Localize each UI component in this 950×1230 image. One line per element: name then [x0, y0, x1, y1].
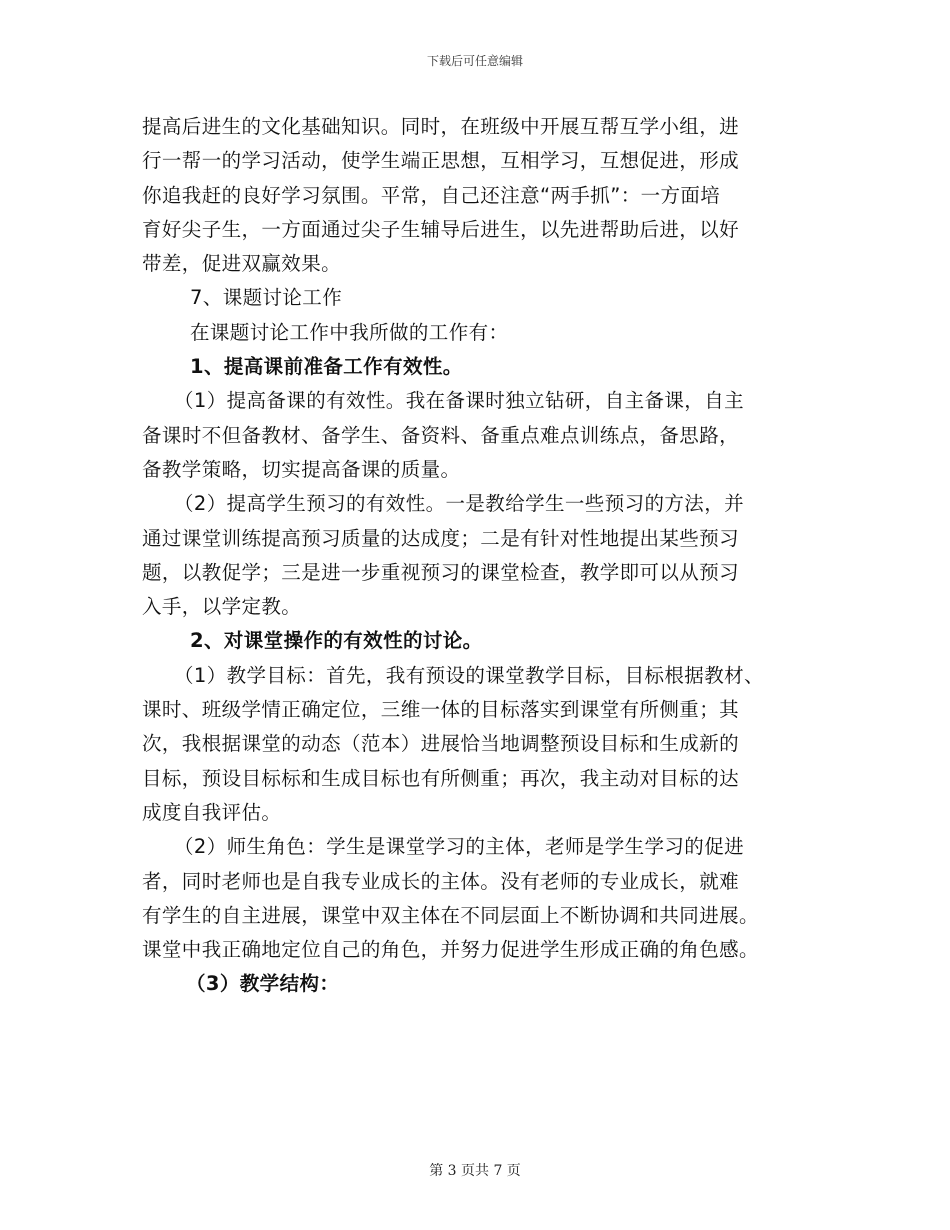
page-header: 下载后可任意编辑: [426, 54, 523, 68]
text-line: 有学生的自主进展，课堂中双主体在不同层面上不断协调和共同进展。: [142, 903, 759, 927]
text-line: 行一帮一的学习活动，使学生端正思想，互相学习，互想促进，形成: [142, 149, 740, 173]
text-line: （2）师生角色：学生是课堂学习的主体，老师是学生学习的促进: [174, 835, 745, 859]
text-line: 课时、班级学情正确定位，三维一体的目标落实到课堂有所侧重；其: [142, 698, 740, 722]
text-line: （1）提高备课的有效性。我在备课时独立钻研，自主备课，自主: [174, 389, 745, 413]
text-line: 题，以教促学；三是进一步重视预习的课堂检查，教学即可以从预习: [142, 560, 740, 584]
text-line: 备教学策略，切实提高备课的质量。: [142, 457, 461, 481]
text-line: 带差，促进双赢效果。: [142, 252, 342, 276]
text-line: 次，我根据课堂的动态（范本）进展恰当地调整预设目标和生成新的: [142, 732, 740, 756]
text-line: （3）教学结构：: [186, 972, 340, 996]
text-line: （2）提高学生预习的有效性。一是教给学生一些预习的方法，并: [174, 492, 745, 516]
text-line: 7、课题讨论工作: [190, 286, 343, 310]
text-line: 备课时不但备教材、备学生、备资料、备重点难点训练点，备思路，: [142, 423, 740, 447]
text-line: 在课题讨论工作中我所做的工作有：: [190, 320, 509, 344]
text-line: 课堂中我正确地定位自己的角色，并努力促进学生形成正确的角色感。: [142, 938, 759, 962]
text-line: 目标，预设目标标和生成目标也有所侧重；再次，我主动对目标的达: [142, 766, 740, 790]
text-line: 你追我赶的良好学习氛围。平常，自己还注意“两手抓”：一方面培: [142, 183, 721, 207]
text-line: 提高后进生的文化基础知识。同时，在班级中开展互帮互学小组，进: [142, 115, 740, 138]
page-footer: 第 3 页共 7 页: [429, 1163, 521, 1179]
text-line: （1）教学目标：首先，我有预设的课堂教学目标，目标根据教材、: [174, 663, 764, 687]
text-line: 入手，以学定教。: [142, 595, 302, 619]
text-line: 通过课堂训练提高预习质量的达成度；二是有针对性地提出某些预习: [142, 526, 740, 550]
text-line: 育好尖子生，一方面通过尖子生辅导后进生，以先进帮助后进，以好: [142, 217, 740, 241]
text-line: 1、提高课前准备工作有效性。: [190, 355, 463, 379]
text-line: 2、对课堂操作的有效性的讨论。: [190, 629, 483, 653]
body-text: [142, 110, 822, 1002]
text-line: 者，同时老师也是自我专业成长的主体。没有老师的专业成长，就难: [142, 869, 740, 893]
text-line: 成度自我评估。: [142, 800, 282, 824]
